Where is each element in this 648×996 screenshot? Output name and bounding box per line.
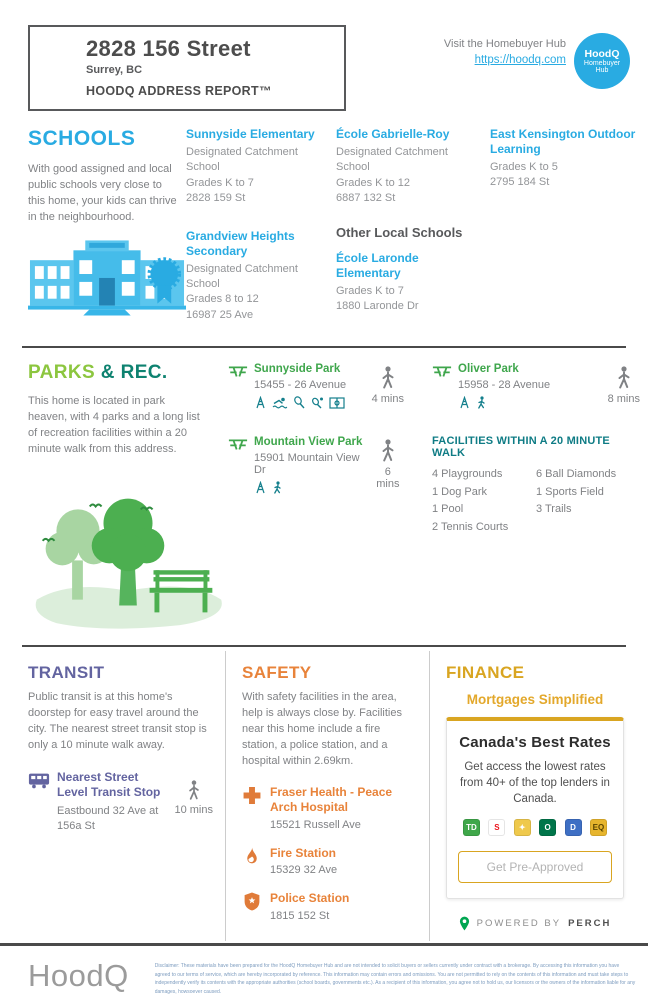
- school-address: 1880 Laronde Dr: [336, 299, 419, 312]
- park-address: 15455 - 26 Avenue: [254, 379, 347, 392]
- school-address: 16987 25 Ave: [186, 308, 254, 321]
- school-grades: Grades K to 12: [336, 176, 410, 189]
- safety-item-name: Fire Station: [270, 845, 337, 860]
- school-name: École Laronde Elementary: [336, 250, 419, 280]
- safety-description: With safety facilities in the area, help is always close by. Facilities near this home include a fire station, a police station, and a hospital within 2.69km.: [242, 690, 402, 767]
- safety-item-address: 1815 152 St: [270, 909, 330, 922]
- school-address: 2828 159 St: [186, 192, 246, 205]
- school-type: Designated Catchment School: [186, 262, 298, 290]
- school-name: École Gabrielle-Roy: [336, 127, 450, 141]
- playground-icon: [254, 481, 267, 494]
- location-pin-icon: [459, 916, 470, 931]
- park-item: [228, 435, 404, 494]
- park-address: 15958 - 28 Avenue: [458, 379, 551, 392]
- parks-section: [0, 352, 648, 641]
- facilities-heading: FACILITIES WITHIN A 20 MINUTE WALK: [432, 435, 610, 460]
- park-name: Mountain View Park: [254, 436, 363, 449]
- parks-heading-part2: & REC.: [100, 362, 168, 384]
- walk-time-label: 8 mins: [607, 393, 640, 406]
- park-item: [432, 362, 640, 409]
- rates-card: [446, 717, 624, 899]
- playground-icon: [458, 396, 471, 409]
- picnic-table-icon: [228, 437, 248, 451]
- facility-count: 3 Trails: [536, 503, 572, 516]
- walk-time-label: 6 mins: [376, 466, 400, 491]
- schools-heading: SCHOOLS: [28, 127, 136, 150]
- hub-logo-line2: Homebuyer: [583, 60, 621, 67]
- parks-heading-part1: PARKS: [28, 362, 101, 384]
- property-address: 2828 156 Street: [86, 36, 251, 61]
- finance-subtitle: Mortgages Simplified: [466, 691, 604, 707]
- playground-icon: [254, 396, 267, 409]
- address-box: [28, 25, 346, 111]
- school-item: [186, 127, 326, 207]
- parks-heading: [28, 362, 200, 384]
- walk-time-label: 10 mins: [174, 803, 213, 816]
- lender-logos: [458, 819, 612, 836]
- schools-section: [0, 111, 648, 342]
- hub-logo-line1: HoodQ: [584, 48, 620, 60]
- trail-runner-icon: [272, 481, 283, 494]
- lender-logo-blue-d: D: [565, 819, 582, 836]
- safety-item-name: Police Station: [270, 891, 350, 906]
- school-address: 6887 132 St: [336, 192, 396, 205]
- safety-item-name: Fraser Health - Peace Arch Hospital: [270, 784, 393, 815]
- hoodq-wordmark: HoodQ: [28, 958, 129, 994]
- rates-card-heading: Canada's Best Rates: [459, 733, 611, 751]
- hoodq-hub-logo: [574, 33, 630, 89]
- lender-logo-eq-bank: EQ: [590, 819, 607, 836]
- bus-icon: [28, 772, 50, 789]
- powered-by-brand: PERCH: [568, 918, 612, 930]
- other-schools-heading: Other Local Schools: [336, 224, 463, 240]
- park-address: 15901 Mountain View Dr: [254, 452, 360, 476]
- safety-item: [242, 785, 417, 831]
- park-illustration: [24, 480, 232, 632]
- facilities-summary: [432, 435, 640, 536]
- flame-icon: [242, 847, 262, 866]
- safety-section: [225, 651, 430, 941]
- walking-person-icon: [380, 439, 396, 464]
- walking-person-icon: [616, 366, 632, 391]
- report-title: HOODQ ADDRESS REPORT™: [86, 84, 272, 98]
- finance-heading: FINANCE: [446, 662, 525, 682]
- school-grades: Grades K to 7: [336, 284, 404, 297]
- school-name: East Kensington Outdoor Learning: [490, 127, 636, 156]
- picnic-table-icon: [228, 364, 248, 378]
- safety-item: [242, 846, 417, 877]
- school-grades: Grades 8 to 12: [186, 293, 259, 306]
- transit-stop-item: [28, 770, 213, 835]
- facility-count: 6 Ball Diamonds: [536, 468, 617, 481]
- transit-description: Public transit is at this home's doorstep for easy travel around the city. The nearest street transit stop is only a 10 minute walk away.: [28, 690, 207, 751]
- get-pre-approved-button[interactable]: Get Pre-Approved: [458, 851, 612, 883]
- school-grades: Grades K to 5: [490, 161, 558, 173]
- hoodq-link[interactable]: https://hoodq.com: [474, 54, 566, 66]
- school-item: [186, 229, 326, 324]
- powered-by: [446, 916, 624, 931]
- property-city: Surrey, BC: [86, 64, 143, 76]
- park-item: [228, 362, 404, 409]
- lender-logo-scotiabank: S: [488, 819, 505, 836]
- visit-hub-label: Visit the Homebuyer Hub: [443, 38, 566, 50]
- safety-item: [242, 891, 417, 922]
- powered-by-label: POWERED BY: [476, 918, 562, 930]
- facility-count: 1 Dog Park: [432, 485, 488, 498]
- walk-time: [608, 362, 640, 409]
- walk-time: [372, 435, 404, 494]
- disclaimer-text: Disclaimer: These materials have been prepared for the HoodQ Homebuyer Hub and are not intended to solicit buyers or sellers currently under contract with a brokerage. By accessing this information you have agreed to our terms of service, which are hereby incorporated by reference. This information may contain errors and omissions. You are not permitted to rely on the contents of this information and must take steps to independently verify its contents with the appropriate authorities (school boards, governments etc.). As a recipient of this information, you agree not to hold us, our licensors or the owners of the information liable for any damages, howsoever caused.: [154, 963, 636, 995]
- parks-description: This home is located in park heaven, with 4 parks and a long list of recreation facilities within a 20 minute walk from this address.: [28, 395, 200, 455]
- report-header: [0, 0, 648, 111]
- walking-person-icon: [380, 366, 396, 391]
- facility-count: 1 Sports Field: [536, 485, 604, 498]
- school-grades: Grades K to 7: [186, 176, 254, 189]
- squash-icon: [311, 396, 324, 409]
- school-type: Designated Catchment School: [336, 146, 448, 174]
- school-name: Sunnyside Elementary: [186, 127, 315, 141]
- finance-section: [430, 651, 626, 941]
- rates-card-body: Get access the lowest rates from 40+ of the top lenders in Canada.: [460, 760, 610, 806]
- hospital-cross-icon: [242, 786, 262, 805]
- park-name: Sunnyside Park: [254, 363, 341, 376]
- hub-logo-line3: Hub: [595, 67, 609, 74]
- walking-person-icon: [187, 780, 201, 802]
- safety-heading: SAFETY: [242, 662, 312, 682]
- trail-runner-icon: [476, 396, 487, 409]
- facility-count: 2 Tennis Courts: [432, 520, 509, 533]
- school-type: Designated Catchment School: [186, 146, 298, 174]
- lender-logo-gold-crest: ✦: [514, 819, 531, 836]
- schools-description: With good assigned and local public schools very close to this home, your kids can thrive in the neighbourhood.: [28, 163, 177, 223]
- school-item: [336, 251, 482, 315]
- transit-section: [22, 651, 225, 941]
- park-name: Oliver Park: [458, 363, 519, 376]
- safety-item-address: 15329 32 Ave: [270, 864, 338, 877]
- transit-stop-detail: Eastbound 32 Ave at 156a St: [57, 804, 159, 833]
- facility-count: 1 Pool: [432, 503, 464, 516]
- section-divider: [22, 346, 626, 348]
- walk-time: [372, 362, 404, 409]
- lender-logo-td: TD: [463, 819, 480, 836]
- report-footer: [0, 946, 648, 996]
- walk-time-label: 4 mins: [371, 393, 404, 406]
- transit-stop-name: Nearest Street Level Transit Stop: [57, 769, 161, 800]
- walk-time: [174, 770, 213, 835]
- school-item: [336, 127, 482, 207]
- tennis-icon: [293, 396, 306, 409]
- school-address: 2795 184 St: [490, 176, 550, 189]
- transit-heading: TRANSIT: [28, 662, 105, 682]
- facility-count: 4 Playgrounds: [432, 468, 503, 481]
- school-name: Grandview Heights Secondary: [186, 228, 295, 258]
- lender-logo-green-ring: O: [539, 819, 556, 836]
- police-shield-icon: [242, 892, 262, 911]
- safety-item-address: 15521 Russell Ave: [270, 818, 361, 831]
- school-item: [490, 127, 648, 191]
- swimming-icon: [272, 396, 288, 409]
- school-building-illustration: [28, 234, 186, 316]
- picnic-table-icon: [432, 364, 452, 378]
- section-divider: [22, 645, 626, 647]
- sports-field-icon: [329, 397, 345, 409]
